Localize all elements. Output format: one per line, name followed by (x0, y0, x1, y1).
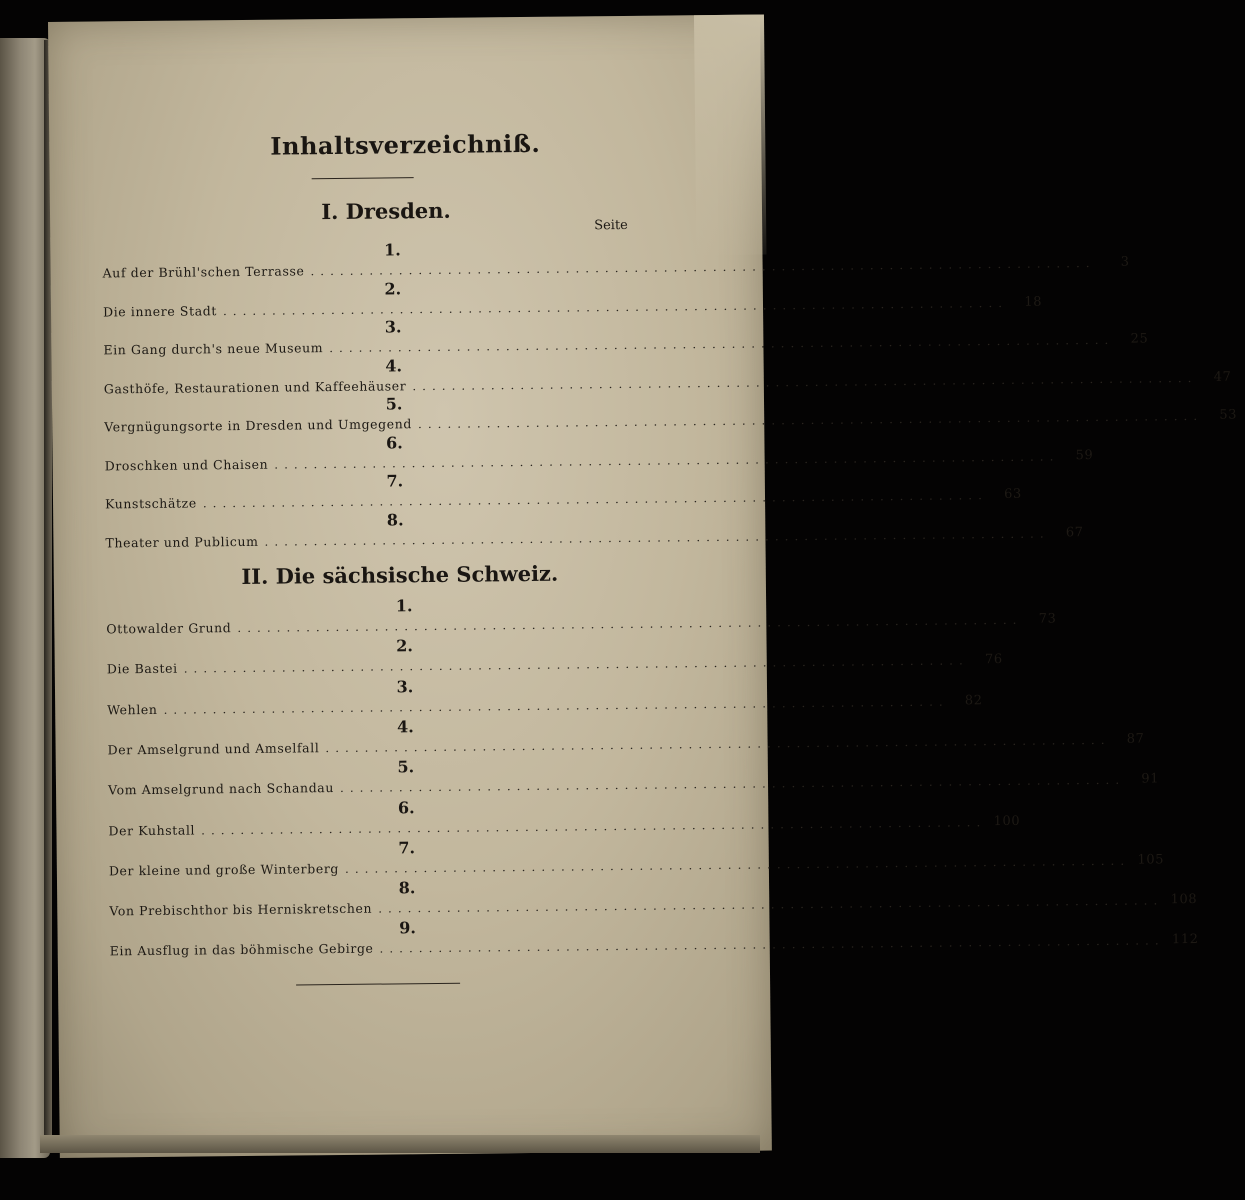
entry-title: Theater und Publicum (105, 533, 259, 550)
entry-title: Droschken und Chaisen (104, 456, 269, 473)
entry-page-number: 100 (993, 813, 1021, 829)
dot-leader: ................................................................................ (222, 295, 1009, 318)
dot-leader: ................................................................................ (344, 853, 1131, 876)
entry-title: Gasthöfe, Restaurationen und Kaffeehäuser (103, 377, 407, 396)
entry-number: 7. (386, 471, 404, 491)
entry-title: Ein Ausflug in das böhmische Gebirge (109, 941, 374, 959)
entry-title: Auf der Brühl'schen Terrasse (102, 263, 305, 281)
dot-leader: ................................................................................ (237, 612, 1023, 636)
page-bottom-edge (40, 1135, 760, 1153)
entry-title: Der kleine und große Winterberg (108, 860, 340, 879)
entry-title: Die innere Stadt (102, 302, 218, 319)
entry-page-number: 91 (1141, 771, 1160, 787)
entry-title: Vergnügungsorte in Dresden und Umgegend (104, 416, 413, 435)
entry-page-number: 63 (1004, 486, 1022, 503)
entry-number: 4. (396, 717, 414, 737)
entry-number: 9. (399, 918, 416, 938)
entry-page-number: 59 (1075, 447, 1094, 463)
entry-number: 1. (395, 596, 413, 616)
entry-number: 8. (398, 878, 416, 898)
dot-leader: ................................................................................ (329, 332, 1115, 356)
entry-page-number: 47 (1213, 369, 1232, 385)
dot-leader: ................................................................................ (379, 933, 1165, 956)
entry-page-number: 87 (1126, 731, 1145, 747)
page-title: Inhaltsverzeichniß. (270, 128, 541, 161)
dot-leader: ................................................................................ (417, 408, 1204, 432)
entry-number: 2. (384, 278, 402, 298)
dot-leader: ................................................................................ (163, 694, 949, 717)
entry-page-number: 25 (1130, 331, 1149, 347)
dot-leader: ................................................................................ (339, 772, 1126, 796)
entry-number: 6. (397, 797, 415, 817)
entry-page-number: 67 (1065, 524, 1084, 540)
entry-title: Von Prebischthor bis Herniskretschen (109, 900, 373, 919)
entry-title: Vom Amselgrund nach Schandau (107, 780, 335, 798)
entry-number: 8. (386, 509, 404, 529)
entry-page-number: 82 (964, 692, 983, 709)
dot-leader: ................................................................................ (325, 732, 1111, 756)
dot-leader: ................................................................................ (264, 526, 1050, 549)
dot-leader: ................................................................................ (183, 653, 969, 676)
entry-page-number: 3 (1120, 254, 1130, 270)
entry-title: Der Amselgrund und Amselfall (107, 740, 320, 758)
entry-page-number: 18 (1024, 294, 1043, 310)
entry-page-number: 112 (1171, 932, 1199, 948)
closing-rule (296, 983, 460, 986)
entry-title: Der Kuhstall (108, 822, 196, 838)
entry-page-number: 105 (1137, 852, 1165, 868)
entry-page-number: 73 (1038, 611, 1057, 627)
section-title-1: I. Dresden. (321, 197, 451, 225)
dot-leader: ................................................................................ (378, 893, 1164, 916)
title-rule (312, 177, 414, 179)
dot-leader: ................................................................................ (202, 488, 988, 511)
entry-number: 7. (398, 837, 416, 858)
entry-title: Die Bastei (106, 660, 178, 677)
dot-leader: ................................................................................ (412, 370, 1198, 393)
entry-number: 1. (383, 240, 401, 260)
entry-title: Kunstschätze (104, 495, 197, 512)
entry-number: 6. (385, 432, 403, 452)
entry-number: 3. (384, 317, 402, 337)
entry-page-number: 108 (1170, 892, 1198, 908)
entry-title: Ottowalder Grund (106, 620, 232, 637)
entry-number: 4. (385, 355, 403, 375)
section-title-2: II. Die sächsische Schweiz. (241, 560, 559, 590)
entry-page-number: 53 (1219, 407, 1238, 423)
entry-number: 2. (396, 636, 413, 656)
dot-leader: ................................................................................ (201, 814, 987, 837)
entry-number: 3. (396, 676, 414, 696)
entry-number: 5. (385, 394, 403, 414)
seite-label: Seite (594, 217, 628, 234)
entry-title: Wehlen (107, 701, 158, 718)
book-page (48, 15, 1238, 1158)
entry-number: 5. (397, 757, 415, 777)
dot-leader: ................................................................................ (310, 256, 1096, 279)
entry-page-number: 76 (984, 652, 1003, 668)
entry-title: Ein Gang durch's neue Museum (103, 340, 324, 358)
dot-leader: ................................................................................ (274, 448, 1060, 472)
